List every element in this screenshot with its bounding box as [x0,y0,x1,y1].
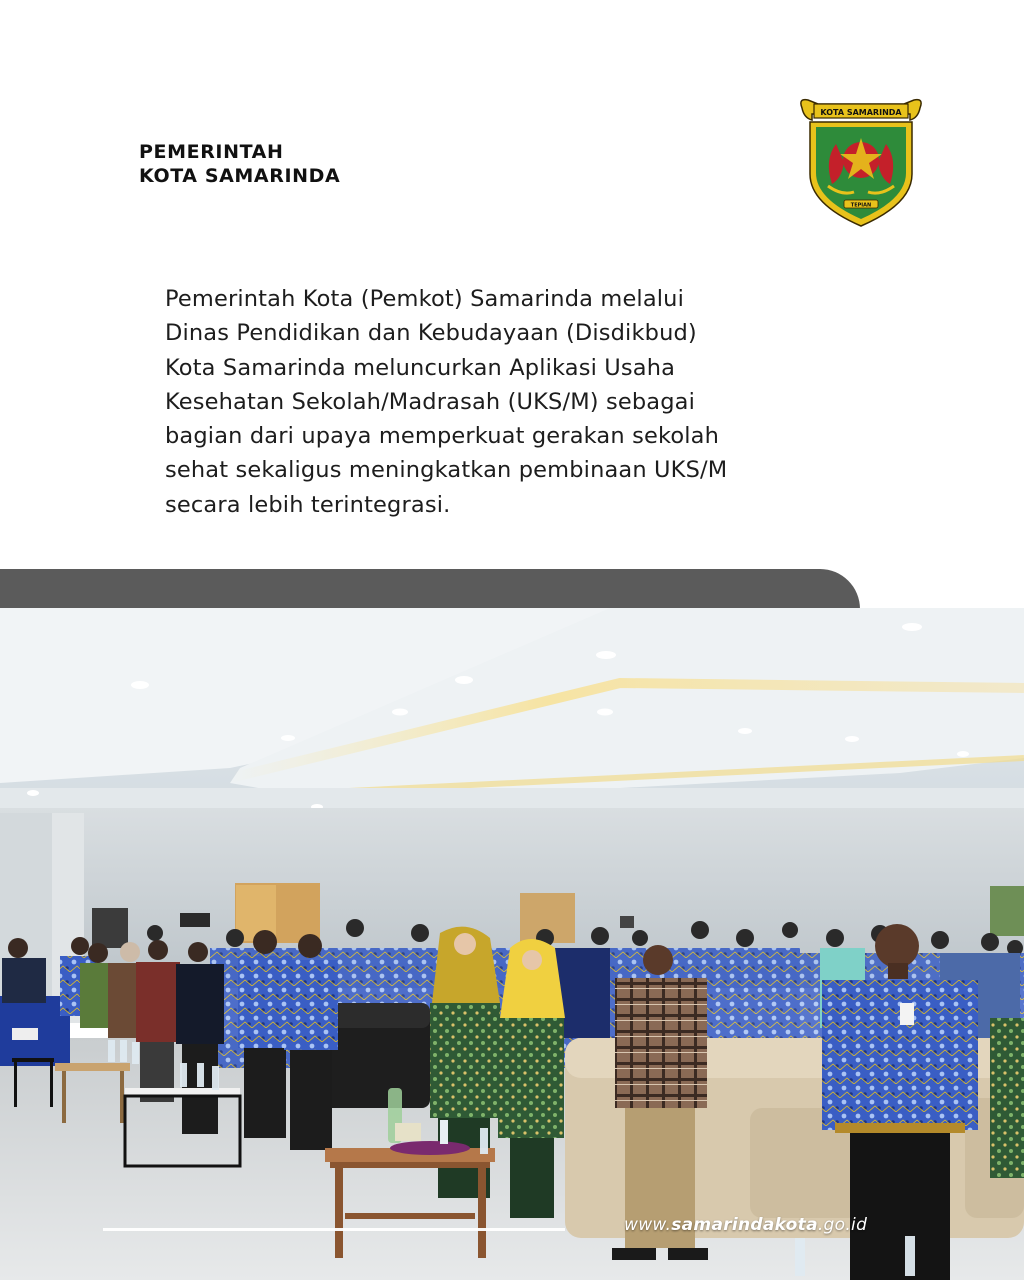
page-header-title [139,140,340,188]
article-line: secara lebih terintegrasi. [165,491,451,518]
emblem-motto-text: TEPIAN [850,202,872,209]
article-line: Pemerintah Kota (Pemkot) Samarinda melalui [165,286,684,312]
article-line: Dinas Pendidikan dan Kebudayaan (Disdikbud) [165,320,697,347]
kota-samarinda-emblem-icon [798,96,924,228]
website-url [624,1215,867,1235]
website-prefix: www. [624,1215,672,1235]
header-line-1: PEMERINTAH [139,141,284,163]
footer-divider-line [103,1228,565,1231]
article-paragraph [165,282,865,522]
article-line: sehat sekaligus meningkatkan pembinaan UKS/M [165,457,728,484]
article-line: Kesehatan Sekolah/Madrasah (UKS/M) sebagai [165,388,696,415]
article-line: bagian dari upaya memperkuat gerakan sekolah [165,423,719,450]
event-photo [0,608,1024,1280]
article-line: Kota Samarinda meluncurkan Aplikasi Usaha [165,354,676,381]
website-domain: samarindakota [671,1215,818,1235]
emblem-ribbon-text: KOTA SAMARINDA [820,108,902,117]
website-suffix: .go.id [817,1215,868,1235]
header-line-2: KOTA SAMARINDA [139,165,341,187]
